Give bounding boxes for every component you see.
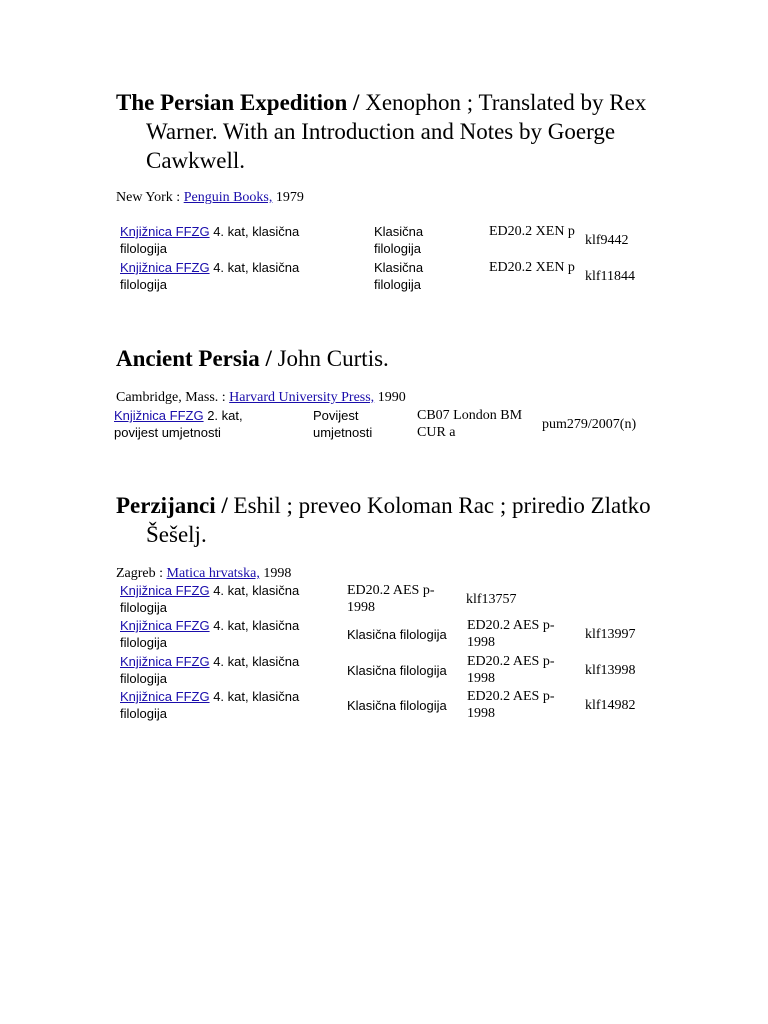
call-number: ED20.2 AES p-1998 [467,618,555,650]
imprint [116,565,716,582]
publisher-link[interactable]: Penguin Books, [183,190,273,205]
shelf-location: 4. kat, klasična filologija [120,618,300,650]
imprint-year: 1990 [374,390,406,405]
record-ancient-persia [116,344,716,406]
imprint-place: Zagreb : [116,566,167,581]
record-title [116,344,716,373]
holding-id-text: klf14982 [585,697,636,713]
title-main: Perzijanci / [116,493,228,518]
holding-id-text: klf9442 [585,232,629,248]
record-title [116,88,716,175]
library-link[interactable]: Knjižnica FFZG [120,224,210,239]
title-responsibility: Xenophon ; Translated by Rex Warner. With an Introduction and Notes by Goerge Cawkwell. [146,90,647,173]
imprint-year: 1998 [259,566,292,581]
holding-id-text: klf13997 [585,626,636,642]
publisher-link[interactable]: Matica hrvatska, [166,566,260,581]
record-title [116,491,716,549]
imprint-year: 1979 [272,190,304,205]
holding-collection [347,688,465,722]
holding-location [120,688,330,722]
imprint [116,189,716,206]
holding-location [120,223,330,257]
shelf-location: 4. kat, klasična filologija [120,224,300,256]
holding-id-text: klf11844 [585,268,636,284]
shelf-location: 2. kat, povijest umjetnosti [114,408,243,440]
holding-id-text: pum279/2007(n) [542,416,637,432]
holding-collection: Povijest umjetnosti [313,408,373,440]
title-main: Ancient Persia / [116,346,272,371]
title-responsibility: John Curtis. [271,346,389,371]
holding-collection-text: Klasična filologija [347,697,447,713]
shelf-location: 4. kat, klasična filologija [120,583,300,615]
holding-collection [347,653,465,687]
library-link[interactable]: Knjižnica FFZG [120,618,210,633]
title-main: The Persian Expedition / [116,90,360,115]
holding-location [120,653,330,687]
imprint-place: Cambridge, Mass. : [116,390,230,405]
call-number: ED20.2 AES p-1998 [467,689,555,721]
library-link[interactable]: Knjižnica FFZG [120,583,210,598]
holding-collection-text: Klasična filologija [347,662,447,678]
shelf-location: 4. kat, klasična filologija [120,654,300,686]
library-link[interactable]: Knjižnica FFZG [120,689,210,704]
holding-location [120,582,330,616]
holding-id [585,259,635,293]
call-number: ED20.2 XEN p [489,224,575,239]
holding-id [585,223,629,257]
holding-location [120,617,330,651]
holding-collection [347,617,465,651]
record-persian-expedition [116,88,716,206]
shelf-location: 4. kat, klasična filologija [120,689,300,721]
publisher-link[interactable]: Harvard University Press, [229,390,375,405]
holding-location [114,407,274,441]
holding-collection: Klasična filologija [374,224,424,256]
shelf-location: 4. kat, klasična filologija [120,260,300,292]
call-number: CB07 London BM CUR a [417,408,523,440]
title-responsibility: Eshil ; preveo Koloman Rac ; priredio Zlatko Šešelj. [146,493,651,547]
imprint [116,389,716,406]
library-link[interactable]: Knjižnica FFZG [120,654,210,669]
holding-id-text: klf13757 [466,591,517,607]
imprint-place: New York : [116,190,184,205]
call-number: ED20.2 AES p-1998 [347,583,435,615]
holding-location [120,259,330,293]
library-link[interactable]: Knjižnica FFZG [114,408,204,423]
holding-id [585,653,636,687]
library-link[interactable]: Knjižnica FFZG [120,260,210,275]
call-number: ED20.2 XEN p [489,260,575,275]
holding-id [466,582,517,616]
holding-id [542,407,636,441]
holding-id-text: klf13998 [585,662,636,678]
holding-id [585,617,636,651]
record-perzijanci [116,491,716,582]
holding-id [585,688,636,722]
holding-collection: Klasična filologija [374,260,424,292]
call-number: ED20.2 AES p-1998 [467,654,555,686]
holding-collection-text: Klasična filologija [347,626,447,642]
